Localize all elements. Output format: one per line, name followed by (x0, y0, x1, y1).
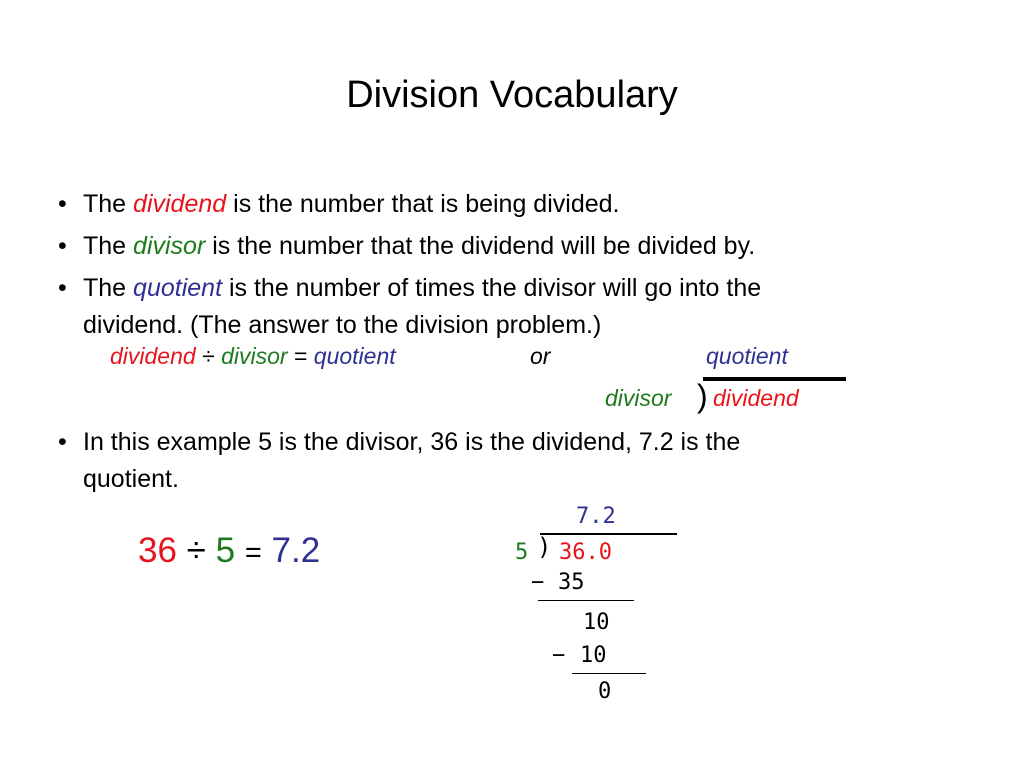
term-dividend: dividend (133, 190, 227, 218)
ld-dividend: 36.0 (559, 540, 612, 565)
longform-dividend: dividend (713, 385, 799, 411)
formula-dividend: dividend (110, 343, 196, 369)
ld-remainder-1: 10 (583, 610, 610, 635)
bullet-rest: is the number that is being divided. (233, 190, 620, 218)
bullet-marker: • (58, 428, 67, 456)
formula-divide-sign: ÷ (202, 343, 215, 369)
ld-divisor: 5 (515, 540, 529, 565)
example-divisor: 5 (215, 531, 236, 570)
bullet-marker: • (58, 190, 67, 218)
term-divisor: divisor (133, 232, 206, 260)
ld-bracket: ) (537, 533, 552, 561)
term-quotient: quotient (133, 274, 223, 302)
ld-remainder-2: 0 (598, 679, 612, 704)
ld-rule-1 (538, 600, 634, 601)
bullet-text: In this example 5 is the divisor, 36 is the dividend, 7.2 is the (83, 428, 741, 456)
longform-divisor: divisor (605, 385, 672, 411)
bullet-lead: The (83, 232, 127, 260)
ld-vinculum (540, 533, 677, 535)
ld-minus-1: − (531, 570, 545, 595)
ld-subtract-2: 10 (580, 643, 607, 668)
ld-quotient: 7.2 (576, 504, 616, 529)
bullet-line-2: quotient. (83, 465, 179, 493)
example-dividend: 36 (138, 531, 177, 570)
ld-rule-2 (572, 673, 646, 674)
bullet-rest: is the number that the dividend will be divided by. (212, 232, 756, 260)
example-equals: = (244, 537, 262, 569)
formula-line (110, 343, 396, 370)
formula-quotient: quotient (313, 343, 396, 369)
bullet-line-2: dividend. (The answer to the division problem.) (83, 311, 602, 339)
formula-equals: = (293, 343, 308, 369)
formula-divisor: divisor (221, 343, 288, 369)
ld-minus-2: − (552, 643, 566, 668)
slide-title: Division Vocabulary (346, 74, 678, 116)
example-quotient: 7.2 (271, 531, 321, 570)
bullet-rest: is the number of times the divisor will go into the (228, 274, 762, 302)
example-equation (138, 531, 320, 571)
longform-vinculum (703, 377, 846, 381)
ld-subtract-1: 35 (558, 570, 585, 595)
bullet-marker: • (58, 274, 67, 302)
formula-or: or (530, 343, 551, 369)
longform-bracket: ) (697, 378, 708, 414)
longform-quotient: quotient (706, 343, 788, 369)
bullet-marker: • (58, 232, 67, 260)
bullet-lead: The (83, 274, 127, 302)
bullet-lead: The (83, 190, 127, 218)
example-divide-sign: ÷ (186, 531, 206, 570)
